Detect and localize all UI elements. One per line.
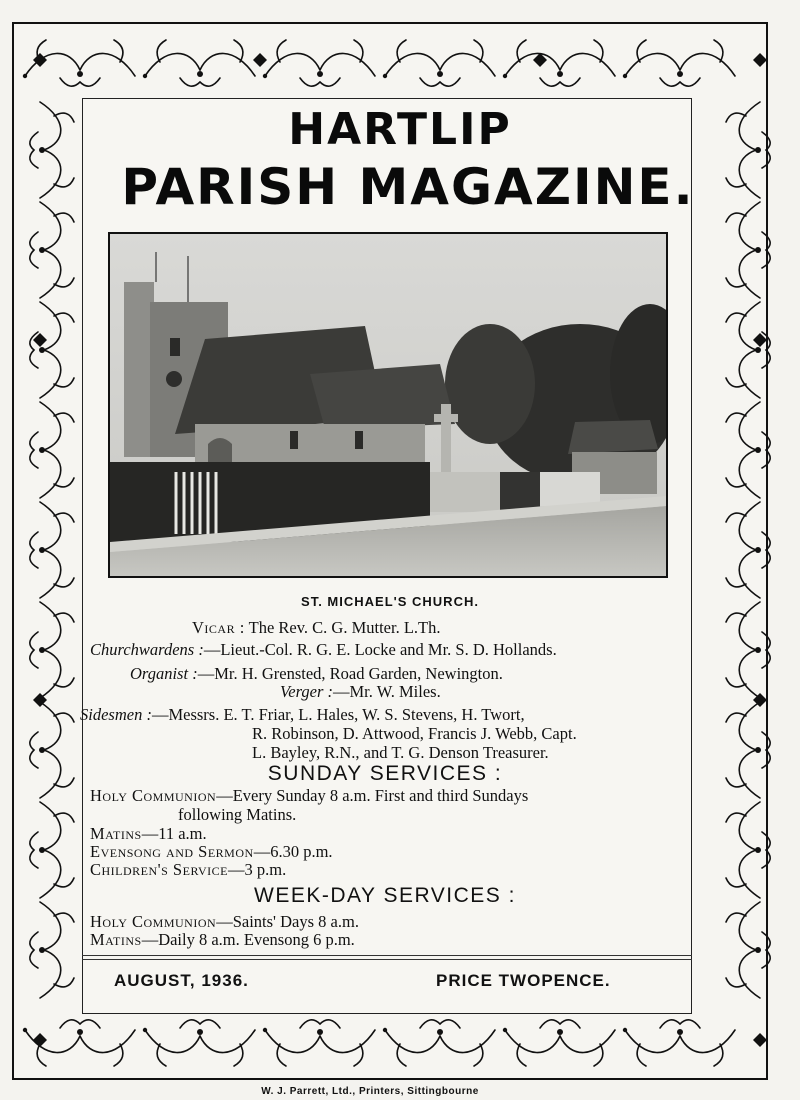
sunday-matins-line (90, 824, 207, 844)
sunday-communion-line-2: following Matins. (178, 805, 297, 824)
sunday-evensong-label: Evensong and Sermon (90, 842, 254, 861)
organist-label: Organist : (130, 664, 198, 683)
weekday-services-heading: WEEK-DAY SERVICES : (254, 884, 516, 907)
sunday-communion-line (90, 786, 528, 806)
weekday-matins-label: Matins (90, 930, 142, 949)
sunday-communion-text: —Every Sunday 8 a.m. First and third Sundays (216, 786, 529, 805)
masthead-line-2: PARISH MAGAZINE. (121, 158, 695, 216)
verger-value: —Mr. W. Miles. (333, 682, 441, 701)
sidesmen-line-2: R. Robinson, D. Attwood, Francis J. Webb, Capt. (252, 724, 577, 743)
footer-rule-top-2 (82, 959, 692, 960)
issue-price: PRICE TWOPENCE. (436, 971, 611, 990)
sunday-evensong-text: —6.30 p.m. (253, 842, 333, 861)
churchwardens-line (90, 640, 557, 660)
weekday-communion-text: —Saints' Days 8 a.m. (216, 912, 359, 931)
weekday-communion-line (90, 912, 359, 932)
issue-date: AUGUST, 1936. (114, 971, 249, 990)
churchwardens-value: —Lieut.-Col. R. G. E. Locke and Mr. S. D. Hollands. (203, 640, 557, 659)
organist-value: —Mr. H. Grensted, Road Garden, Newington. (197, 664, 503, 683)
vicar-value: The Rev. C. G. Mutter. L.Th. (248, 618, 441, 637)
verger-label: Verger : (280, 682, 333, 701)
sunday-matins-text: —11 a.m. (141, 824, 207, 843)
sidesmen-value-1: —Messrs. E. T. Friar, L. Hales, W. S. Stevens, H. Twort, (151, 705, 525, 724)
sunday-children-line (90, 860, 286, 880)
weekday-communion-label: Holy Communion (90, 912, 217, 931)
sidesmen-line-1 (80, 705, 525, 725)
sidesmen-label: Sidesmen : (80, 705, 152, 724)
weekday-matins-line (90, 930, 355, 950)
organist-line (130, 664, 503, 684)
sidesmen-line-3: L. Bayley, R.N., and T. G. Denson Treasurer. (252, 743, 549, 762)
weekday-matins-text: —Daily 8 a.m. Evensong 6 p.m. (141, 930, 355, 949)
printer-imprint: W. J. Parrett, Ltd., Printers, Sittingbourne (261, 1086, 479, 1097)
vicar-label: Vicar : (192, 618, 245, 637)
vicar-line (192, 618, 441, 638)
verger-line (280, 682, 441, 702)
sunday-children-label: Children's Service (90, 860, 228, 879)
churchwardens-label: Churchwardens : (90, 640, 204, 659)
masthead-line-1: HARTLIP (288, 104, 512, 155)
sunday-matins-label: Matins (90, 824, 142, 843)
sunday-communion-label: Holy Communion (90, 786, 217, 805)
sunday-children-text: —3 p.m. (227, 860, 287, 879)
sunday-evensong-line (90, 842, 333, 862)
footer-rule-top (82, 955, 692, 956)
church-photograph (108, 232, 668, 578)
sunday-services-heading: SUNDAY SERVICES : (267, 762, 503, 785)
photo-caption: ST. MICHAEL'S CHURCH. (301, 594, 479, 609)
